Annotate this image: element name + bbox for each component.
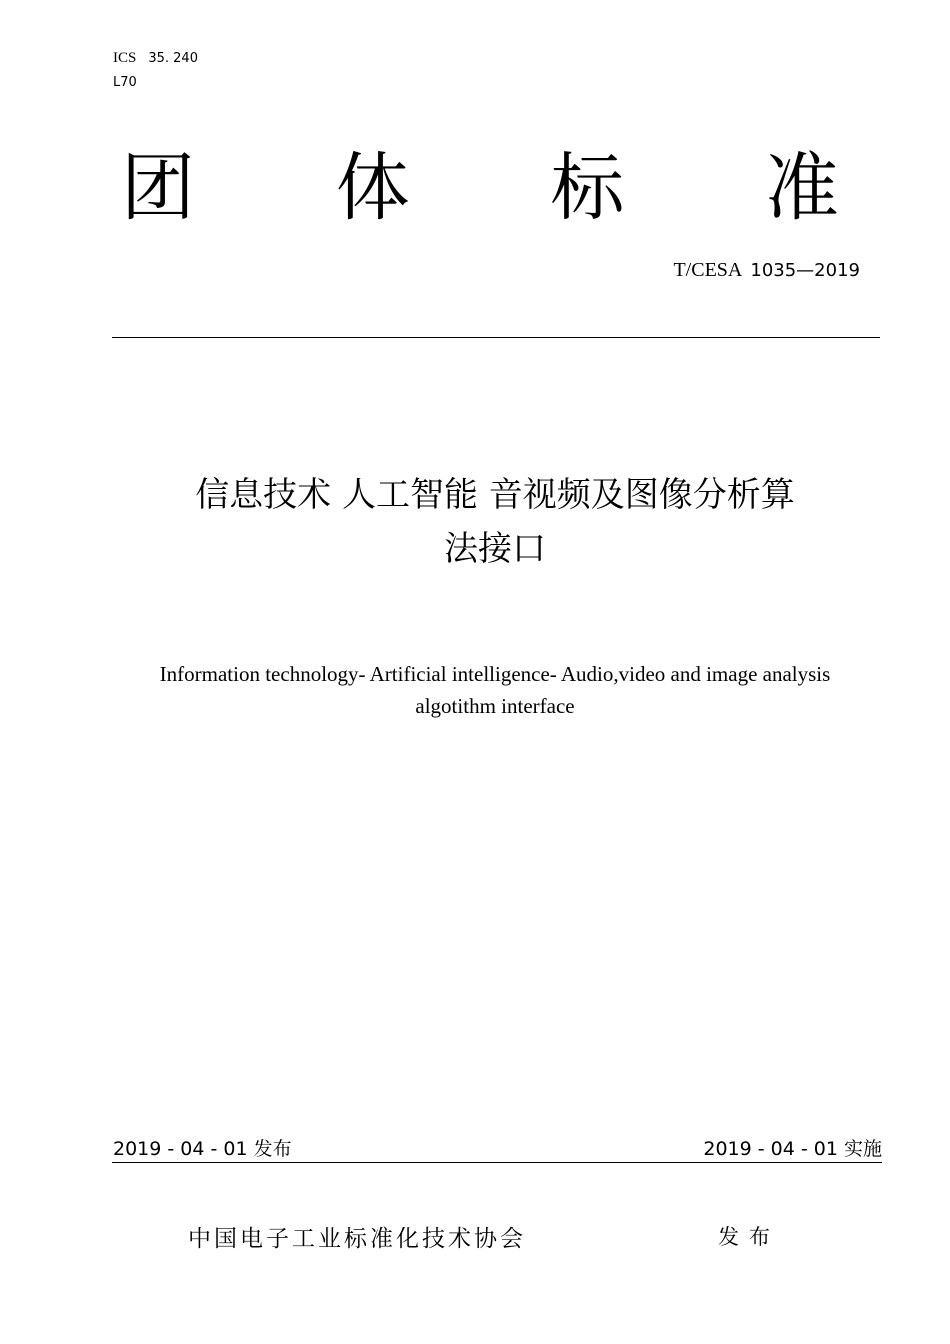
standard-type-char: 体: [335, 145, 410, 231]
publish-date: 2019 - 04 - 01 发布: [113, 1138, 292, 1160]
publish-label: 发布: [718, 1225, 780, 1249]
chinese-title: [100, 468, 890, 576]
ics-code: 35. 240: [148, 51, 198, 66]
standard-type-char: 标: [550, 145, 625, 231]
publisher-name: 中国电子工业标准化技术协会: [188, 1226, 526, 1252]
bottom-divider: [112, 1162, 882, 1163]
standard-number-digits: 1035—2019: [750, 260, 860, 281]
standard-number: [673, 258, 860, 283]
ics-label: ICS: [113, 50, 137, 66]
ccs-code: L70: [113, 75, 137, 90]
top-divider: [112, 337, 880, 338]
standard-number-prefix: T/CESA: [673, 259, 743, 281]
english-title: [100, 658, 890, 722]
english-title-line: algotithm interface: [415, 694, 575, 718]
implement-date: 2019 - 04 - 01 实施: [703, 1138, 882, 1160]
ics-classification: [113, 48, 198, 69]
chinese-title-line: 法接口: [444, 529, 546, 569]
standard-type-char: 团: [121, 145, 195, 231]
chinese-title-line: 信息技术 人工智能 音视频及图像分析算: [195, 475, 795, 515]
standard-type-heading: [110, 145, 850, 231]
english-title-line: Information technology- Artificial intelligence- Audio,video and image analysis: [159, 662, 831, 686]
standard-type-char: 准: [764, 145, 839, 231]
